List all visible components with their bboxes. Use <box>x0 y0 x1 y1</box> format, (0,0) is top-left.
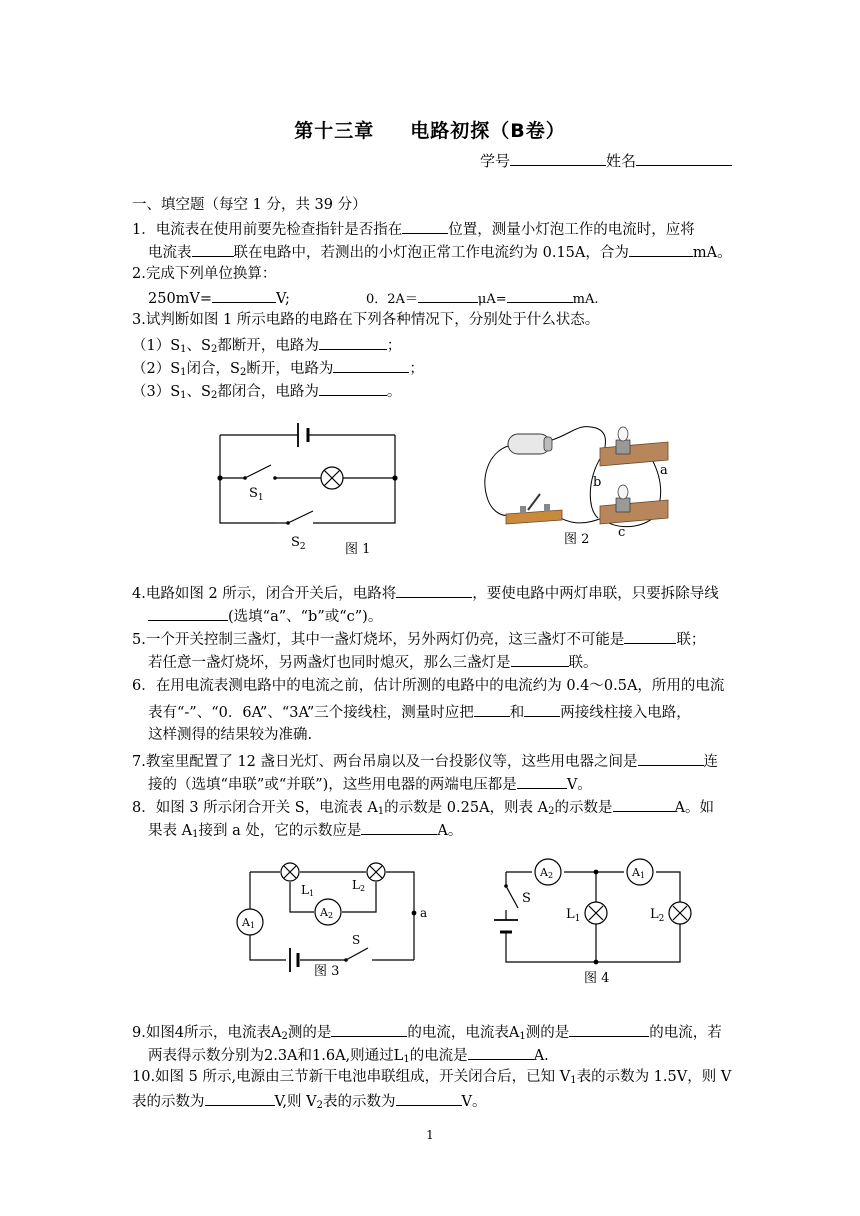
q3-text: 都闭合，电路为 <box>217 384 319 400</box>
q8-sub: 1 <box>377 806 385 817</box>
fig1-caption: 图 1 <box>345 542 371 557</box>
q9-blank-2[interactable] <box>569 1021 649 1037</box>
fig1-wire-left <box>220 435 275 523</box>
q3-text: 。 <box>386 384 402 400</box>
q8-text: 接到 a 处，它的示数应是 <box>198 823 362 839</box>
q8-line1 <box>132 796 714 818</box>
q3-text: 都断开，电路为 <box>217 338 319 354</box>
q3-text: ； <box>386 338 402 354</box>
q3-sub: 2 <box>239 367 247 378</box>
q3-blank-3[interactable] <box>319 380 387 396</box>
fig4-junction-bottom <box>594 960 599 965</box>
q6-text: 两接线柱接入电路， <box>560 705 691 721</box>
q2-line <box>148 287 598 310</box>
q5-text: 5.一个开关控制三盏灯，其中一盏灯烧坏，另外两灯仍亮，这三盏灯不可能是 <box>132 632 625 648</box>
fig1-switch-s1-pivot <box>243 476 247 480</box>
q4-text: 4.电路如图 2 所示，闭合开关后，电路将 <box>132 586 397 602</box>
fig2-lamp-lower <box>618 485 628 499</box>
q9-sub: 1 <box>403 1054 410 1065</box>
fig4-caption: 图 4 <box>584 971 610 986</box>
fig1-junction-right <box>392 475 397 480</box>
q9-text: 9.如图4所示，电流表A <box>132 1025 282 1041</box>
q5-text: 若任意一盏灯烧坏，另两盏灯也同时熄灭，那么三盏灯是 <box>148 655 511 671</box>
q3-text: （1）S <box>132 338 181 354</box>
q1-blank-3[interactable] <box>629 241 693 257</box>
fig1-switch-s1-blade <box>245 465 271 478</box>
name-blank[interactable] <box>636 150 732 166</box>
fig4-a2-label: A2 <box>540 866 554 880</box>
student-number-label: 学号 <box>479 152 510 170</box>
fig2-lamp-socket-lower <box>616 498 630 512</box>
q9-line2 <box>148 1044 549 1066</box>
q3-sub: 1 <box>180 390 187 401</box>
q4-line1 <box>132 582 719 604</box>
q1-blank-2[interactable] <box>192 241 234 257</box>
fig2-switch-post-left <box>520 506 526 514</box>
fig1-switch-s2-pivot <box>286 521 290 525</box>
q10-blank-1[interactable] <box>205 1090 275 1106</box>
fig4-l1-label: $L_1$ <box>566 907 581 924</box>
q10-text: V,则 V <box>274 1094 317 1110</box>
q8-text: 8．如图 3 所示闭合开关 S，电流表 A <box>132 800 378 816</box>
fig1-switch-s2-blade <box>288 511 313 523</box>
q1-line2 <box>148 241 732 263</box>
fig2-switch-post-right <box>544 504 550 512</box>
fig2-label-a: a <box>660 463 668 478</box>
q3-blank-1[interactable] <box>319 334 387 350</box>
q4-line2 <box>148 605 382 627</box>
fig3-a1-label: A1 <box>242 916 256 930</box>
q3-blank-2[interactable] <box>333 357 409 373</box>
chapter-label: 第十三章 <box>294 120 375 142</box>
fig3-lamp-l1-cross <box>284 866 296 878</box>
fig3-a-label: a <box>420 906 428 920</box>
fig4-lamp-l1-cross <box>589 906 603 920</box>
fig1-switch-s1-contact <box>273 476 277 480</box>
q9-text: 的电流，电流表A <box>407 1025 520 1041</box>
q3-sub: 1 <box>180 367 187 378</box>
q2-text: 250mV= <box>148 291 213 307</box>
q2-text: μA= <box>477 292 507 307</box>
q9-text: 两表得示数分别为2.3A和1.6A,则通过L <box>148 1048 404 1064</box>
q9-text: 的电流是 <box>409 1048 468 1064</box>
q9-text: A. <box>533 1048 549 1064</box>
fig3-a2-label: A2 <box>320 906 334 920</box>
q6-blank-2[interactable] <box>524 701 560 717</box>
fig2-wire-left <box>485 446 512 515</box>
figure-2 <box>478 418 678 550</box>
fig4-switch-pivot <box>504 884 508 888</box>
figure-4 <box>492 852 702 987</box>
q8-text: A。如 <box>674 800 714 816</box>
q2-text: V; <box>276 291 290 307</box>
fig4-l2-label: $L_2$ <box>650 907 665 924</box>
figure-3 <box>228 862 438 980</box>
q8-text: A。 <box>437 823 463 839</box>
q7-line1 <box>132 750 718 772</box>
q1-text: 位置，测量小灯泡工作的电流时，应将 <box>448 222 695 238</box>
chapter-topic: 电路初探（B卷） <box>410 120 566 142</box>
fig2-lamp-board-upper <box>600 442 668 466</box>
fig2-label-b: b <box>593 475 602 490</box>
q10-text: 表的示数为 1.5V，则 V <box>576 1069 732 1085</box>
q7-blank-1[interactable] <box>638 750 704 766</box>
fig3-switch-blade <box>346 948 368 960</box>
section-heading: 一、填空题（每空 1 分，共 39 分） <box>132 197 367 213</box>
q2-text: 0．2A＝ <box>365 292 418 307</box>
q7-text: 7.教室里配置了 12 盏日光灯、两台吊扇以及一台投影仪等，这些用电器之间是 <box>132 754 638 770</box>
q8-sub: 2 <box>548 806 555 817</box>
q8-sub: 1 <box>192 829 199 840</box>
q9-text: 的电流，若 <box>649 1025 722 1041</box>
fig3-switch-pivot <box>344 958 348 962</box>
q5-line2 <box>148 651 598 673</box>
fig1-wire-right <box>313 435 395 523</box>
q5-line1 <box>132 628 705 650</box>
q8-text: 的示数是 0.25A，则表 A <box>384 800 549 816</box>
q6-text: 和 <box>509 705 525 721</box>
q4-blank-1[interactable] <box>396 582 472 598</box>
q9-blank-3[interactable] <box>468 1044 534 1060</box>
q9-text: 测的是 <box>287 1025 332 1041</box>
fig3-s-label: S <box>352 933 361 947</box>
name-label: 姓名 <box>605 152 636 170</box>
q3-case-2 <box>132 357 424 379</box>
fig4-s-label: S <box>522 891 531 906</box>
q7-blank-2[interactable] <box>517 773 567 789</box>
fig2-wire-top <box>552 427 606 453</box>
q1-text: 联在电路中，若测出的小灯泡正常工作电流约为 0.15A，合为 <box>233 245 629 261</box>
q6-text: 表有“-”、“0．6A”、“3A”三个接线柱，测量时应把 <box>148 705 474 721</box>
q10-blank-2[interactable] <box>396 1090 462 1106</box>
q3-stem: 3.试判断如图 1 所示电路的电路在下列各种情况下，分别处于什么状态。 <box>132 312 600 328</box>
fig3-point-a <box>412 911 417 916</box>
fig2-label-c: c <box>618 525 626 540</box>
q2-blank-1[interactable] <box>212 287 276 303</box>
q3-sub: 1 <box>180 344 187 355</box>
q9-line1 <box>132 1021 722 1043</box>
fig4-switch-blade <box>506 886 518 908</box>
q8-text: 果表 A <box>148 823 193 839</box>
fig3-wire-right <box>386 872 414 960</box>
q7-text: V。 <box>566 777 592 793</box>
fig2-lamp-socket-upper <box>616 440 630 454</box>
fig1-s2-label: $S_2$ <box>291 535 306 552</box>
fig3-l1-label: L1 <box>301 883 315 898</box>
q7-line2 <box>148 773 592 795</box>
q2-stem: 2.完成下列单位换算： <box>132 266 277 282</box>
student-id-line <box>480 150 732 171</box>
q10-line2 <box>132 1090 487 1112</box>
q3-text: 断开，电路为 <box>246 361 334 377</box>
q10-text: V。 <box>461 1094 487 1110</box>
q4-text: (选填“a”、“b”或“c”)。 <box>228 609 383 625</box>
q2-text: mA. <box>572 292 599 307</box>
fig1-s1-label: $S_1$ <box>249 486 264 503</box>
q10-line1 <box>132 1067 731 1087</box>
fig4-a1-label: A1 <box>632 866 646 880</box>
q6-line2 <box>148 701 691 723</box>
q3-text: （2）S <box>132 361 181 377</box>
q3-sub: 2 <box>210 390 218 401</box>
fig2-battery-cap <box>544 437 552 451</box>
q3-text: ； <box>409 361 424 377</box>
fig2-lamp-board-lower <box>600 500 668 524</box>
q8-line2 <box>148 819 462 841</box>
q10-sub: 1 <box>570 1075 577 1086</box>
fig2-caption: 图 2 <box>564 532 590 547</box>
q1-text: 电流表 <box>148 245 192 261</box>
q1-blank-1[interactable] <box>402 218 448 234</box>
q2-blank-3[interactable] <box>507 287 573 303</box>
q3-case-1 <box>132 334 401 356</box>
fig3-l2-label: L2 <box>352 878 366 893</box>
q6-line3: 这样测得的结果较为准确. <box>148 727 313 743</box>
q9-sub: 2 <box>281 1031 288 1042</box>
q10-text: 表的示数为 <box>132 1094 205 1110</box>
fig2-lamp-upper <box>618 427 628 441</box>
q4-text: ，要使电路中两灯串联，只要拆除导线 <box>472 586 719 602</box>
q5-text: 联。 <box>568 655 598 671</box>
q10-text: 10.如图 5 所示,电源由三节新干电池串联组成，开关闭合后，已知 V <box>132 1069 571 1085</box>
q9-sub: 1 <box>519 1031 526 1042</box>
q6-blank-1[interactable] <box>474 701 510 717</box>
q9-blank-1[interactable] <box>331 1021 407 1037</box>
q3-sub: 2 <box>210 344 218 355</box>
fig3-caption: 图 3 <box>314 964 340 979</box>
page-number: 1 <box>426 1128 434 1142</box>
q8-text: 的示数是 <box>554 800 613 816</box>
q1-line1 <box>132 218 695 240</box>
fig2-switch-blade <box>528 494 540 510</box>
q1-text: 1．电流表在使用前要先检查指针是否指在 <box>132 222 403 238</box>
figure-1 <box>205 415 410 560</box>
q5-text: 联； <box>676 632 706 648</box>
student-number-blank[interactable] <box>510 150 606 166</box>
q4-blank-2[interactable] <box>148 605 228 621</box>
q7-text: 接的（选填“串联”或“并联”)，这些用电器的两端电压都是 <box>148 777 517 793</box>
q7-text: 连 <box>703 754 719 770</box>
fig2-switch-base <box>506 510 562 524</box>
q3-case-3 <box>132 380 401 402</box>
q3-text: 闭合，S <box>186 361 240 377</box>
q5-blank-2[interactable] <box>511 651 569 667</box>
q10-sub: 2 <box>316 1100 324 1111</box>
q3-text: 、S <box>186 384 211 400</box>
q8-blank-1[interactable] <box>613 796 675 812</box>
q9-text: 测的是 <box>525 1025 570 1041</box>
q8-blank-2[interactable] <box>361 819 437 835</box>
fig1-junction-left <box>217 475 222 480</box>
q3-text: （3）S <box>132 384 181 400</box>
q2-blank-2[interactable] <box>418 287 478 303</box>
fig3-lamp-l2-cross <box>370 866 382 878</box>
fig4-junction-top <box>594 870 599 875</box>
q1-text: mA。 <box>692 245 732 261</box>
page-title <box>0 116 860 143</box>
q10-text: 表的示数为 <box>323 1094 396 1110</box>
fig3-wire-left-bottom <box>250 935 286 960</box>
fig1-lamp-cross <box>324 470 340 486</box>
q3-text: 、S <box>186 338 211 354</box>
q5-blank-1[interactable] <box>624 628 676 644</box>
q6-line1: 6．在用电流表测电路中的电流之前，估计所测的电路中的电流约为 0.4～0.5A，所用的电流 <box>132 678 725 694</box>
